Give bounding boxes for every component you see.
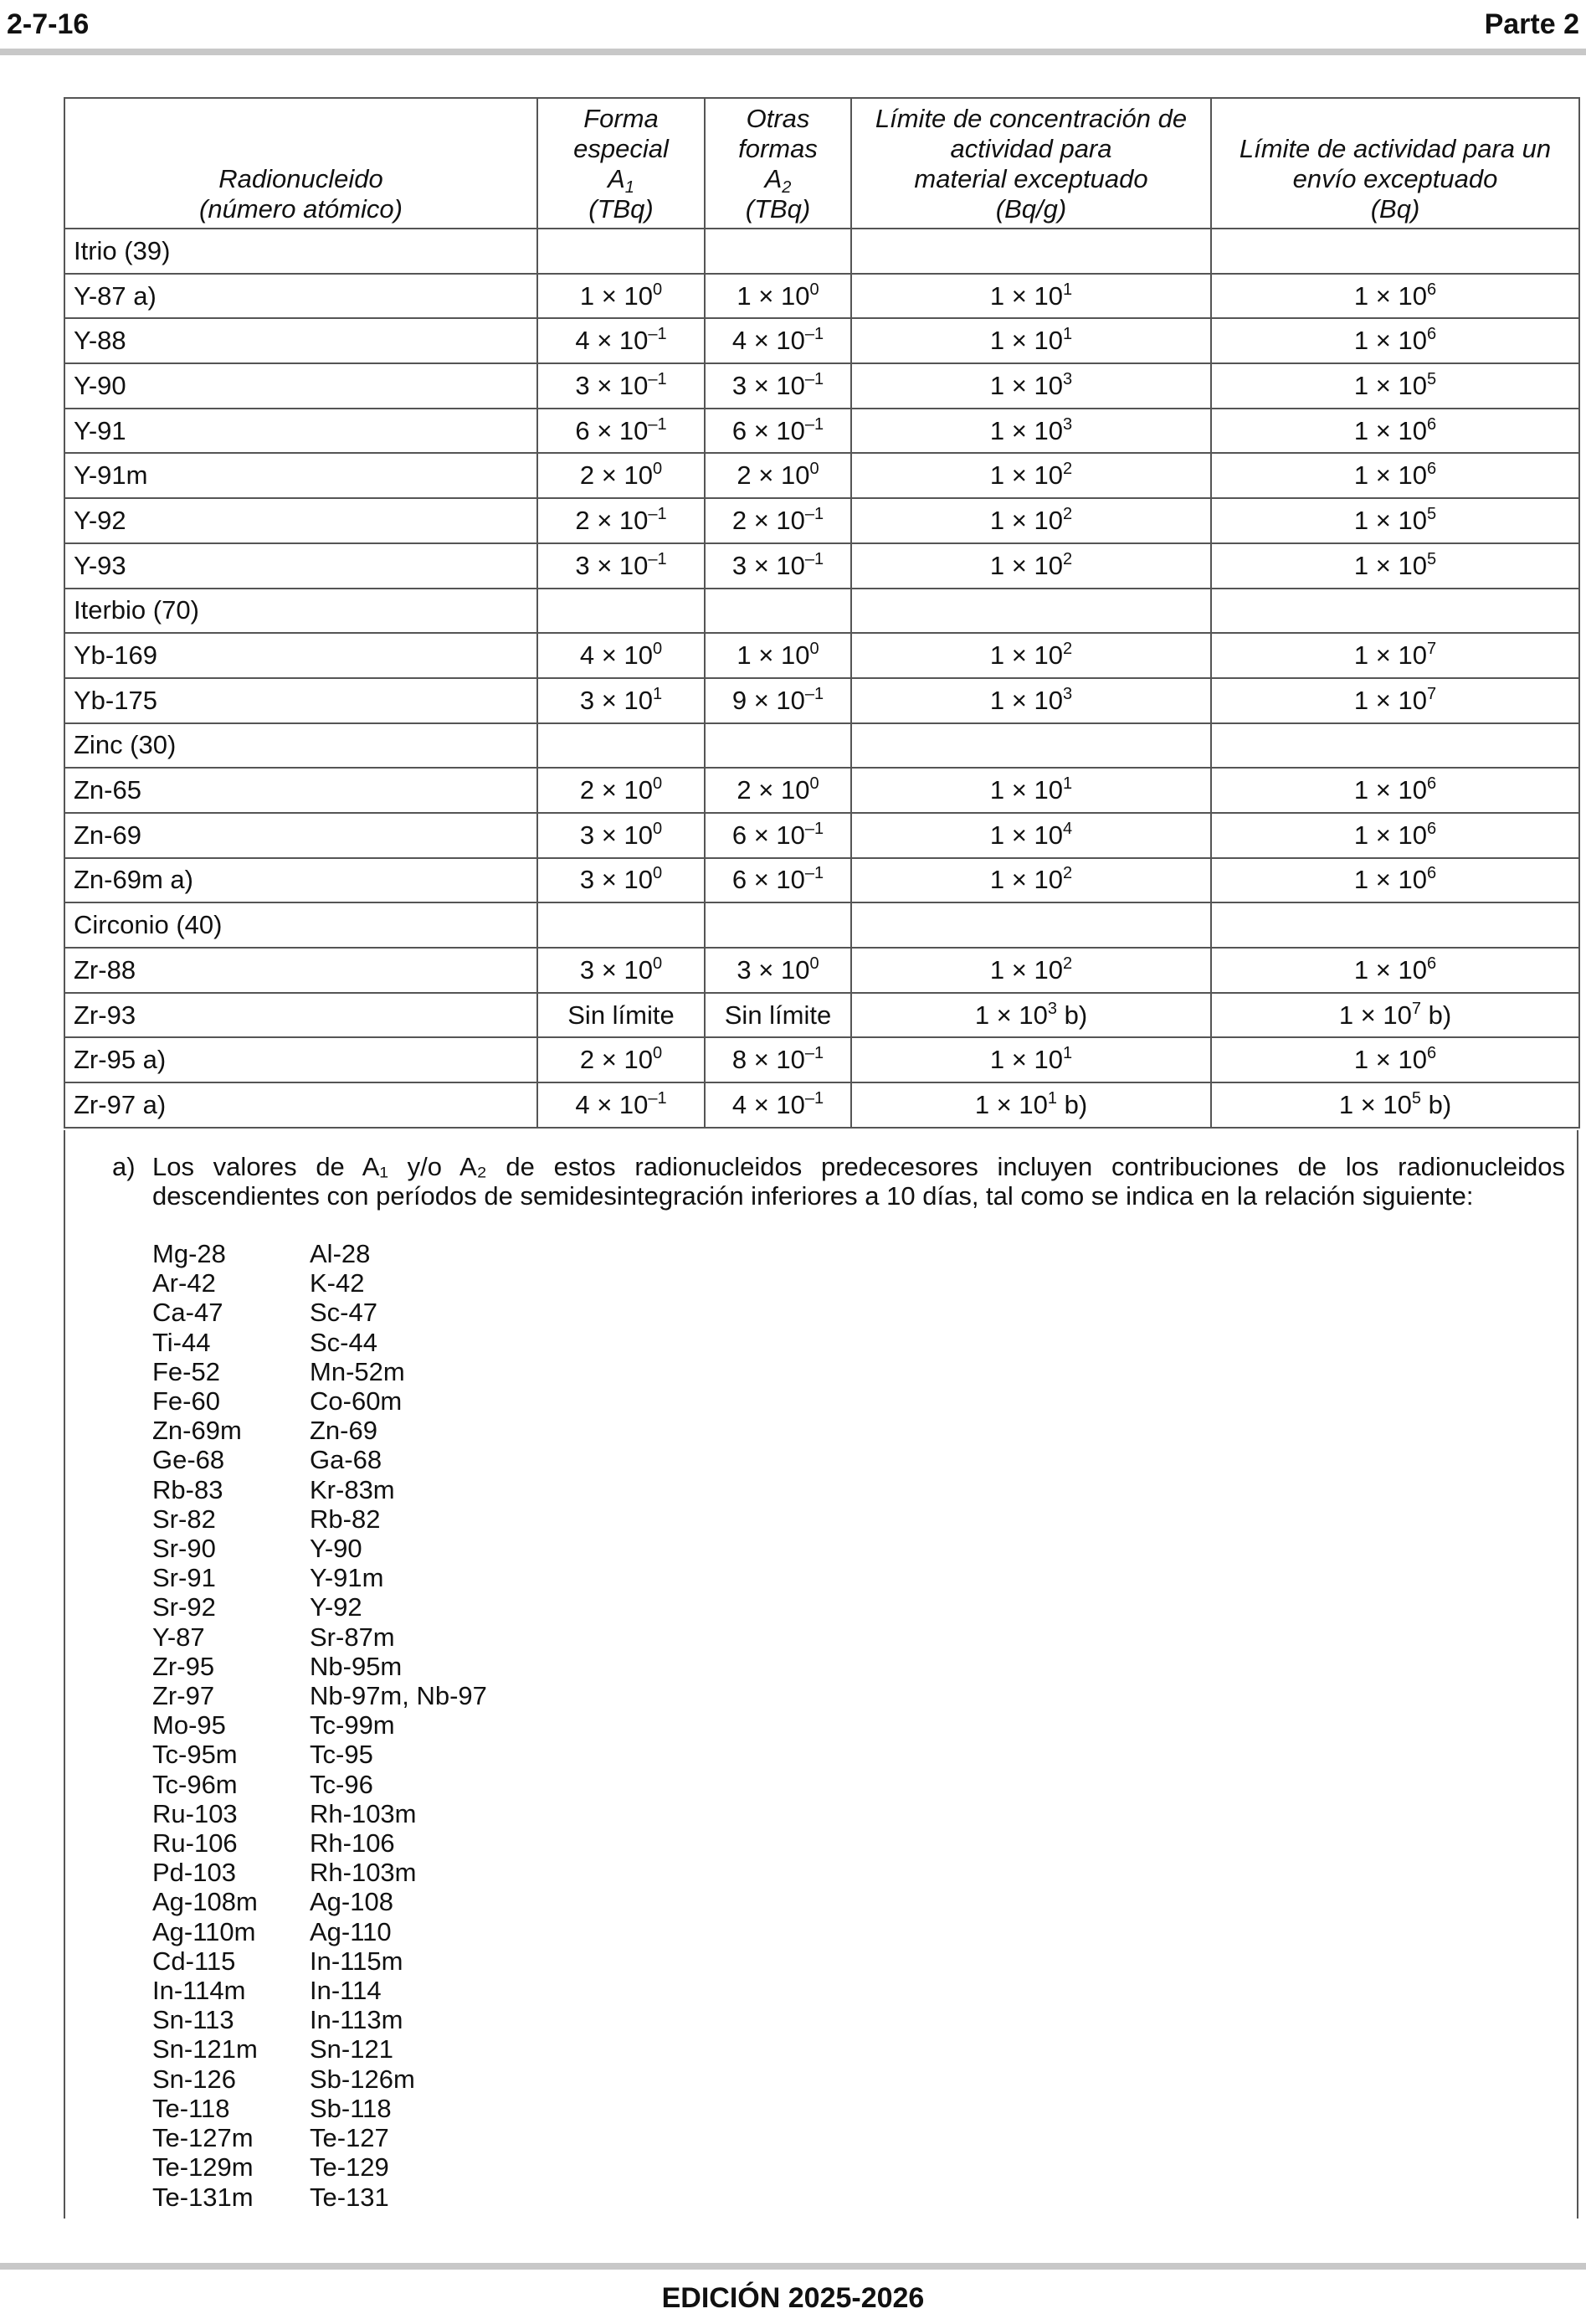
daughter-nuclide: Tc-96 [310,1769,373,1799]
edition-footer: EDICIÓN 2025-2026 [661,2282,925,2314]
parent-nuclide: Sr-82 [152,1504,216,1534]
parent-nuclide: Fe-52 [152,1356,220,1386]
cell-consignment-limit: $1 \times 10^6$ [1211,1037,1579,1082]
empty-cell [1211,229,1579,274]
cell-concentration-limit: $1 \times 10^2$ [851,543,1211,589]
cell-a1: Sin límite [537,993,705,1038]
daughter-nuclide: Sc-47 [310,1298,377,1328]
list-item [152,1799,487,1828]
table-row [64,318,1579,363]
list-item [152,1298,487,1327]
cell-concentration-limit: $1 \times 10^2$ [851,453,1211,498]
daughter-nuclide: Ag-110 [310,1916,392,1946]
cell-a2: $2 \times 10^{-1}$ [705,498,851,543]
cell-concentration-limit: $1 \times 10^4$ [851,813,1211,858]
empty-cell [1211,723,1579,769]
table-row [64,813,1579,858]
list-item [152,2034,487,2064]
list-item [152,1357,487,1386]
list-item [152,1475,487,1504]
daughter-nuclide: Sc-44 [310,1327,377,1357]
cell-concentration-limit: $1 \times 10^1$ b) [851,1082,1211,1128]
col-header-concentration-limit: Límite de concentración de actividad para material exceptuado (Bq/g) [851,98,1211,229]
list-item [152,1710,487,1740]
daughter-nuclide: Y-90 [310,1534,362,1564]
header-rule [0,49,1586,55]
daughter-nuclide: Zn-69 [310,1416,377,1446]
cell-consignment-limit: $1 \times 10^6$ [1211,453,1579,498]
empty-cell [705,723,851,769]
cell-consignment-limit: $1 \times 10^5$ [1211,498,1579,543]
parent-nuclide: Rb-83 [152,1474,223,1504]
cell-concentration-limit: $1 \times 10^1$ [851,768,1211,813]
daughter-nuclide: Rb-82 [310,1504,381,1534]
cell-concentration-limit: $1 \times 10^3$ [851,678,1211,723]
cell-consignment-limit: $1 \times 10^6$ [1211,858,1579,903]
col-header-a2: Otras formas $A_2$ (TBq) [705,98,851,229]
cell-radionuclide: Y-93 [64,543,537,589]
parent-nuclide: Sn-126 [152,2064,236,2094]
table-row [64,453,1579,498]
cell-a2: $1 \times 10^0$ [705,633,851,678]
table-row [64,768,1579,813]
parent-nuclide: Sr-91 [152,1563,216,1593]
cell-a1: $3 \times 10^0$ [537,948,705,993]
group-label: Itrio (39) [64,229,537,274]
cell-radionuclide: Zn-69m a) [64,858,537,903]
daughter-nuclide: Y-92 [310,1592,362,1622]
parent-nuclide: Mo-95 [152,1710,226,1740]
daughter-nuclide: In-114 [310,1976,382,2006]
table-row [64,993,1579,1038]
cell-a1: $3 \times 10^0$ [537,858,705,903]
cell-consignment-limit: $1 \times 10^7$ [1211,633,1579,678]
parent-nuclide: Zr-97 [152,1681,215,1711]
daughter-nuclide: Sb-118 [310,2093,392,2123]
daughter-nuclide: Ag-108 [310,1887,393,1917]
list-item [152,1563,487,1592]
cell-consignment-limit: $1 \times 10^5$ [1211,543,1579,589]
daughter-nuclide: In-115m [310,1946,403,1976]
empty-cell [851,902,1211,948]
parent-nuclide: Tc-96m [152,1769,238,1799]
list-item [152,1828,487,1858]
group-row [64,723,1579,769]
parent-nuclide: Ti-44 [152,1327,211,1357]
parent-nuclide: Te-118 [152,2093,230,2123]
footnote-tag: a) [112,1152,136,1181]
cell-a1: $3 \times 10^{-1}$ [537,363,705,409]
cell-a2: $2 \times 10^0$ [705,453,851,498]
parent-nuclide: Pd-103 [152,1858,236,1888]
daughter-nuclide: Tc-99m [310,1710,395,1740]
cell-radionuclide: Yb-169 [64,633,537,678]
list-item [152,2064,487,2094]
list-item [152,1858,487,1887]
cell-radionuclide: Zr-95 a) [64,1037,537,1082]
list-item [152,1239,487,1268]
cell-radionuclide: Y-91m [64,453,537,498]
daughter-nuclide: Sb-126m [310,2064,415,2094]
empty-cell [851,229,1211,274]
list-item [152,2183,487,2212]
cell-a2: $4 \times 10^{-1}$ [705,318,851,363]
list-item [152,2005,487,2034]
cell-concentration-limit: $1 \times 10^3$ b) [851,993,1211,1038]
table-body [64,229,1579,1128]
empty-cell [705,902,851,948]
table-row [64,543,1579,589]
col-header-radionuclide: Radionucleido (número atómico) [64,98,537,229]
list-item [152,2123,487,2152]
parent-nuclide: Y-87 [152,1622,205,1652]
col-header-consignment-limit: Límite de actividad para un envío exceptuado (Bq) [1211,98,1579,229]
parent-nuclide: Sn-113 [152,2005,234,2035]
empty-cell [1211,902,1579,948]
section-label: Parte 2 [1484,8,1579,40]
cell-a1: $2 \times 10^{-1}$ [537,498,705,543]
cell-a2: $4 \times 10^{-1}$ [705,1082,851,1128]
group-row [64,589,1579,634]
parent-nuclide: Te-129m [152,2152,254,2183]
cell-a1: $6 \times 10^{-1}$ [537,409,705,454]
cell-radionuclide: Zr-88 [64,948,537,993]
daughter-nuclide: Nb-97m, Nb-97 [310,1681,487,1711]
table-row [64,1037,1579,1082]
cell-a2: $9 \times 10^{-1}$ [705,678,851,723]
group-label: Circonio (40) [64,902,537,948]
cell-concentration-limit: $1 \times 10^3$ [851,363,1211,409]
list-item [152,1534,487,1563]
cell-concentration-limit: $1 \times 10^3$ [851,409,1211,454]
empty-cell [851,723,1211,769]
cell-a2: $6 \times 10^{-1}$ [705,813,851,858]
cell-a2: $3 \times 10^{-1}$ [705,363,851,409]
cell-a1: $4 \times 10^{-1}$ [537,1082,705,1128]
daughter-nuclide: In-113m [310,2005,403,2035]
list-item [152,1917,487,1946]
daughter-nuclide: Rh-103m [310,1798,417,1828]
cell-radionuclide: Zn-69 [64,813,537,858]
cell-a2: $6 \times 10^{-1}$ [705,409,851,454]
daughter-nuclide: Te-129 [310,2152,389,2183]
table-row [64,1082,1579,1128]
list-item [152,1386,487,1416]
table-row [64,498,1579,543]
parent-nuclide: Cd-115 [152,1946,236,1976]
list-item [152,2152,487,2182]
cell-concentration-limit: $1 \times 10^2$ [851,858,1211,903]
parent-nuclide: Ag-108m [152,1887,258,1917]
list-item [152,2094,487,2123]
table-row [64,274,1579,319]
group-label: Zinc (30) [64,723,537,769]
cell-a2: $6 \times 10^{-1}$ [705,858,851,903]
cell-radionuclide: Y-90 [64,363,537,409]
daughter-nuclide: Rh-106 [310,1828,395,1859]
table-row [64,678,1579,723]
cell-concentration-limit: $1 \times 10^2$ [851,948,1211,993]
list-item [152,1770,487,1799]
cell-concentration-limit: $1 \times 10^1$ [851,274,1211,319]
cell-a1: $4 \times 10^0$ [537,633,705,678]
daughter-nuclide: Rh-103m [310,1858,417,1888]
daughter-nuclide: Nb-95m [310,1651,403,1681]
list-item [152,1328,487,1357]
cell-consignment-limit: $1 \times 10^5$ [1211,363,1579,409]
radionuclide-table [64,97,1580,1129]
cell-consignment-limit: $1 \times 10^6$ [1211,409,1579,454]
page-header [7,5,1579,42]
cell-consignment-limit: $1 \times 10^6$ [1211,813,1579,858]
parent-nuclide: Te-127m [152,2123,254,2153]
daughter-nuclide: Sr-87m [310,1622,395,1652]
empty-cell [537,229,705,274]
list-item [152,1416,487,1445]
cell-a1: $2 \times 10^0$ [537,1037,705,1082]
cell-a1: $3 \times 10^0$ [537,813,705,858]
list-item [152,1887,487,1916]
list-item [152,1268,487,1298]
parent-nuclide: Fe-60 [152,1386,220,1417]
table-row [64,409,1579,454]
cell-a2: $1 \times 10^0$ [705,274,851,319]
table-row [64,858,1579,903]
footnote-text: Los valores de A₁ y/o A₂ de estos radionucleidos predecesores incluyen contribuciones de los radionucleidos descendientes con períodos de semidesintegración inferiores a 10 días, tal como se indica en la relación siguiente: [152,1152,1565,1211]
empty-cell [537,589,705,634]
cell-a1: $3 \times 10^1$ [537,678,705,723]
cell-a1: $1 \times 10^0$ [537,274,705,319]
cell-concentration-limit: $1 \times 10^2$ [851,633,1211,678]
footer-rule [0,2263,1586,2270]
cell-radionuclide: Y-88 [64,318,537,363]
table-row [64,633,1579,678]
daughter-nuclide: Mn-52m [310,1356,405,1386]
empty-cell [705,589,851,634]
cell-a1: $2 \times 10^0$ [537,453,705,498]
cell-a1: $4 \times 10^{-1}$ [537,318,705,363]
list-item [152,1946,487,1976]
footnote-a [112,1152,1565,1211]
parent-nuclide: Ca-47 [152,1298,223,1328]
list-item [152,1445,487,1474]
parent-nuclide: Tc-95m [152,1740,238,1770]
cell-concentration-limit: $1 \times 10^1$ [851,1037,1211,1082]
table-row [64,948,1579,993]
parent-nuclide: Sn-121m [152,2034,258,2064]
cell-consignment-limit: $1 \times 10^7$ [1211,678,1579,723]
parent-nuclide: Ag-110m [152,1916,256,1946]
daughter-nuclide: Ga-68 [310,1445,382,1475]
parent-nuclide: Ar-42 [152,1268,216,1298]
cell-a2: Sin límite [705,993,851,1038]
list-item [152,1976,487,2005]
cell-consignment-limit: $1 \times 10^7$ b) [1211,993,1579,1038]
empty-cell [537,723,705,769]
cell-radionuclide: Zr-97 a) [64,1082,537,1128]
table-header-row [64,98,1579,229]
cell-a2: $8 \times 10^{-1}$ [705,1037,851,1082]
empty-cell [537,902,705,948]
cell-radionuclide: Yb-175 [64,678,537,723]
empty-cell [705,229,851,274]
empty-cell [1211,589,1579,634]
group-row [64,902,1579,948]
cell-a1: $2 \times 10^0$ [537,768,705,813]
daughter-nuclide: Sn-121 [310,2034,393,2064]
daughter-nuclide: Y-91m [310,1563,384,1593]
parent-nuclide: Ru-106 [152,1828,238,1859]
empty-cell [851,589,1211,634]
parent-nuclide: Zn-69m [152,1416,242,1446]
daughter-nuclide: Tc-95 [310,1740,373,1770]
parent-nuclide: Zr-95 [152,1651,215,1681]
parent-nuclide: Te-131m [152,2182,254,2212]
daughter-nuclide: K-42 [310,1268,365,1298]
parent-daughter-list [152,1239,487,2212]
parent-nuclide: Mg-28 [152,1239,226,1268]
cell-a2: $3 \times 10^{-1}$ [705,543,851,589]
parent-nuclide: Sr-90 [152,1534,216,1564]
cell-radionuclide: Y-87 a) [64,274,537,319]
group-row [64,229,1579,274]
list-item [152,1592,487,1622]
cell-a2: $2 \times 10^0$ [705,768,851,813]
list-item [152,1681,487,1710]
list-item [152,1652,487,1681]
daughter-nuclide: Te-127 [310,2123,389,2153]
parent-nuclide: Ge-68 [152,1445,225,1475]
group-label: Iterbio (70) [64,589,537,634]
cell-consignment-limit: $1 \times 10^5$ b) [1211,1082,1579,1128]
daughter-nuclide: Kr-83m [310,1474,395,1504]
parent-nuclide: Ru-103 [152,1798,238,1828]
cell-concentration-limit: $1 \times 10^1$ [851,318,1211,363]
cell-consignment-limit: $1 \times 10^6$ [1211,318,1579,363]
list-item [152,1740,487,1769]
cell-radionuclide: Zr-93 [64,993,537,1038]
daughter-nuclide: Al-28 [310,1239,371,1268]
cell-a2: $3 \times 10^0$ [705,948,851,993]
list-item [152,1504,487,1534]
daughter-nuclide: Co-60m [310,1386,403,1417]
parent-nuclide: Sr-92 [152,1592,216,1622]
footnotes [64,1130,1578,2219]
col-header-a1: Forma especial $A_1$ (TBq) [537,98,705,229]
table-row [64,363,1579,409]
cell-consignment-limit: $1 \times 10^6$ [1211,948,1579,993]
list-item [152,1622,487,1652]
cell-a1: $3 \times 10^{-1}$ [537,543,705,589]
cell-concentration-limit: $1 \times 10^2$ [851,498,1211,543]
cell-radionuclide: Y-92 [64,498,537,543]
cell-radionuclide: Zn-65 [64,768,537,813]
daughter-nuclide: Te-131 [310,2182,389,2212]
cell-consignment-limit: $1 \times 10^6$ [1211,274,1579,319]
cell-radionuclide: Y-91 [64,409,537,454]
parent-nuclide: In-114m [152,1976,246,2006]
cell-consignment-limit: $1 \times 10^6$ [1211,768,1579,813]
page-number: 2-7-16 [7,8,90,40]
